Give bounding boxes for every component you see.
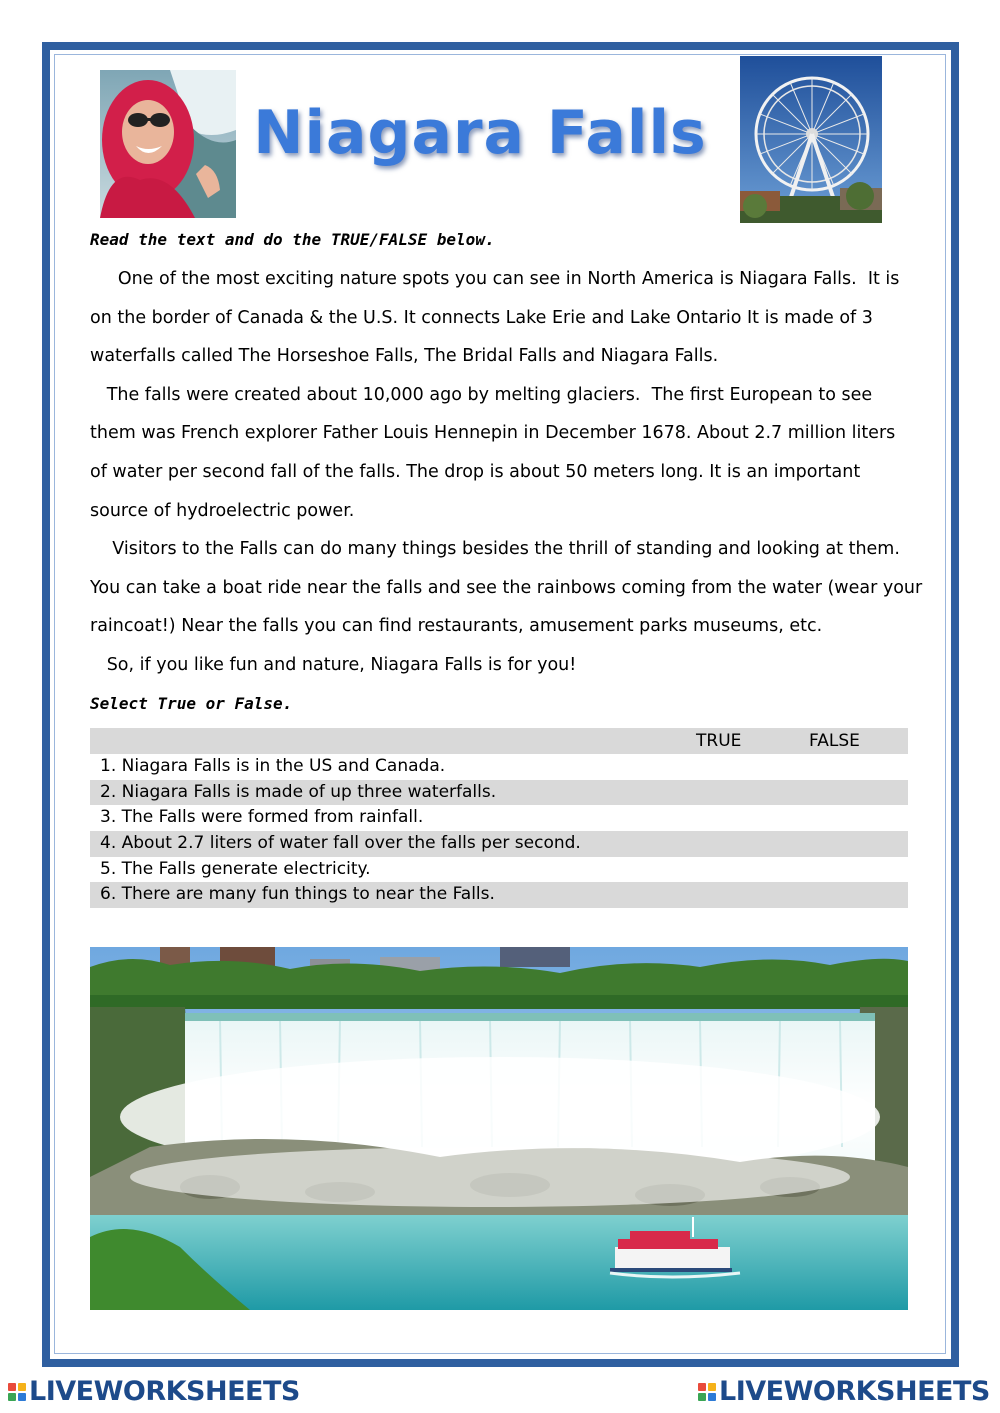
table-row[interactable]: 6. There are many fun things to near the Falls. xyxy=(90,882,908,908)
text-line: on the border of Canada & the U.S. It connects Lake Erie and Lake Ontario It is made of 3 xyxy=(90,307,873,328)
text-line: One of the most exciting nature spots you can see in North America is Niagara Falls. It is xyxy=(90,269,900,289)
text-line: Visitors to the Falls can do many things besides the thrill of standing and looking at them. xyxy=(90,539,900,560)
instruction-select: Select True or False. xyxy=(90,694,293,713)
table-row[interactable]: 4. About 2.7 liters of water fall over the falls per second. xyxy=(90,831,908,857)
table-header xyxy=(90,728,908,754)
true-column-header: TRUE xyxy=(696,731,742,751)
true-false-table xyxy=(90,728,908,908)
text-line: of water per second fall of the falls. The drop is about 50 meters long. It is an important xyxy=(90,461,861,482)
photo-visitor-poncho xyxy=(100,70,236,218)
liveworksheets-logo-icon xyxy=(8,1383,26,1401)
footer-brand-right xyxy=(698,1376,990,1407)
text-line: So, if you like fun and nature, Niagara Falls is for you! xyxy=(90,654,577,675)
table-row[interactable]: 3. The Falls were formed from rainfall. xyxy=(100,807,424,828)
text-line: The falls were created about 10,000 ago by melting glaciers. The first European to see xyxy=(90,384,873,405)
table-row[interactable]: 2. Niagara Falls is made of up three waterfalls. xyxy=(90,780,908,806)
footer-brand-left xyxy=(8,1376,300,1407)
false-column-header: FALSE xyxy=(809,731,860,751)
text-line: You can take a boat ride near the falls and see the rainbows coming from the water (wear your xyxy=(90,577,923,598)
photo-niagara-falls xyxy=(90,947,908,1310)
photo-ferris-wheel xyxy=(740,56,882,223)
text-line: source of hydroelectric power. xyxy=(90,500,355,521)
footer-brand-text: LIVEWORKSHEETS xyxy=(719,1376,990,1407)
reading-text xyxy=(90,260,923,685)
footer-brand-text: LIVEWORKSHEETS xyxy=(29,1376,300,1407)
text-line: them was French explorer Father Louis Hennepin in December 1678. About 2.7 million liters xyxy=(90,423,896,444)
table-row[interactable]: 1. Niagara Falls is in the US and Canada. xyxy=(100,756,446,776)
text-line: waterfalls called The Horseshoe Falls, The Bridal Falls and Niagara Falls. xyxy=(90,346,719,367)
instruction-read: Read the text and do the TRUE/FALSE below. xyxy=(90,230,495,249)
table-row[interactable]: 5. The Falls generate electricity. xyxy=(100,858,371,879)
text-line: raincoat!) Near the falls you can find restaurants, amusement parks museums, etc. xyxy=(90,616,823,637)
page-title: Niagara Falls xyxy=(253,98,707,168)
liveworksheets-logo-icon xyxy=(698,1383,716,1401)
